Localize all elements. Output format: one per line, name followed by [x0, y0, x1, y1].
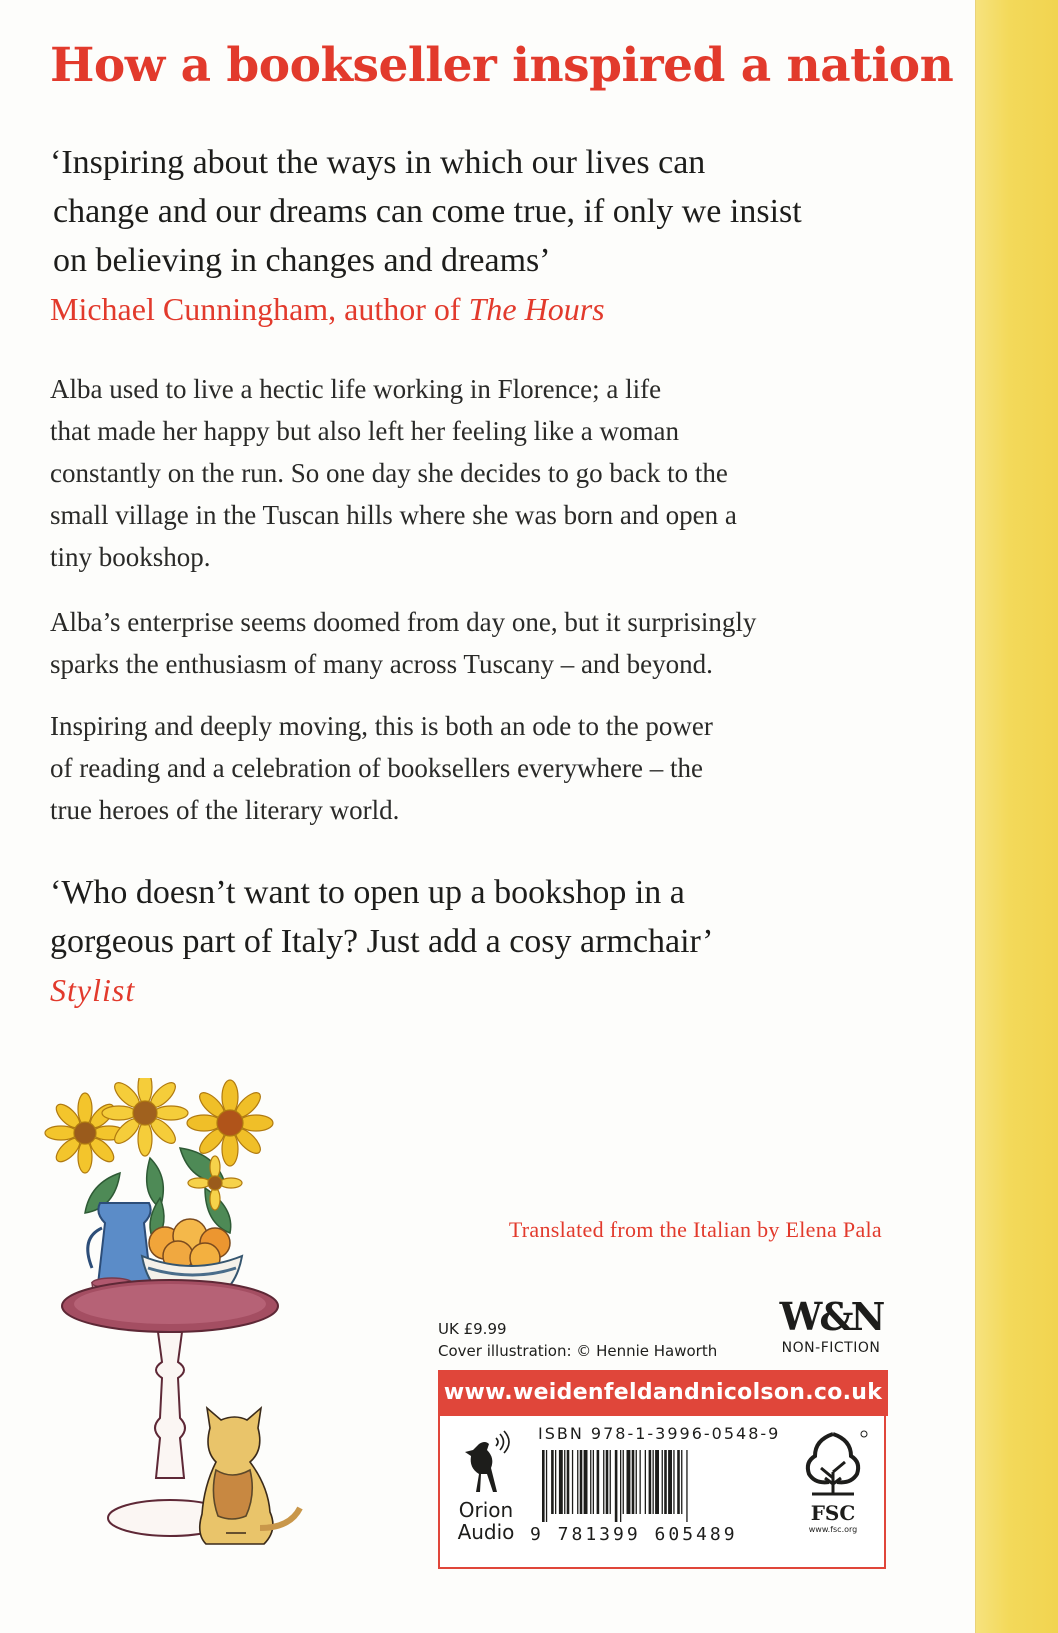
blurb-paragraph-2: [50, 601, 870, 685]
barcode-bar: [640, 1450, 641, 1514]
barcode-bar: [623, 1450, 624, 1514]
barcode-bar: [645, 1450, 646, 1514]
barcode-bar: [584, 1450, 588, 1514]
attribution-title: The Hours: [468, 291, 605, 327]
price: UK £9.99: [438, 1320, 507, 1338]
barcode-bar: [686, 1450, 687, 1522]
blurb-line: sparks the enthusiasm of many across Tuscany – and beyond.: [50, 649, 713, 679]
barcode-bar: [615, 1450, 618, 1522]
barcode-bar: [572, 1450, 573, 1514]
fsc-tree-icon: [798, 1428, 868, 1500]
wn-logo: W&N: [779, 1294, 883, 1339]
ean-digits: 9 781399 605489: [530, 1524, 738, 1545]
barcode-bar: [662, 1450, 663, 1514]
barcode-bar: [551, 1450, 554, 1514]
blurb-paragraph-1: [50, 368, 870, 578]
quote-line: change and our dreams can come true, if only we insist: [53, 193, 802, 230]
barcode-bar: [649, 1450, 652, 1514]
orion-dog-icon: [456, 1430, 516, 1494]
orion-label: Orion: [458, 1498, 514, 1522]
isbn-number: ISBN 978-1-3996-0548-9: [538, 1424, 781, 1443]
barcode-bar: [653, 1450, 654, 1514]
sunflower-illustration: [30, 1078, 320, 1548]
fsc-label: FSC: [810, 1501, 856, 1525]
barcode-bar: [590, 1450, 591, 1514]
translator-credit: Translated from the Italian by Elena Pala: [508, 1217, 882, 1242]
attribution-name: Michael Cunningham, author of: [50, 291, 469, 327]
barcode-bar: [677, 1450, 680, 1514]
barcode-bar: [567, 1450, 570, 1514]
barcode-bar: [603, 1450, 604, 1514]
publisher-logo: [776, 1294, 886, 1356]
blurb-line: Alba used to live a hectic life working in Florence; a life: [50, 374, 662, 404]
fsc-url: www.fsc.org: [808, 1525, 858, 1534]
blurb-line: constantly on the run. So one day she decides to go back to the: [50, 458, 728, 488]
barcode-bar: [593, 1450, 594, 1514]
barcode-bar: [664, 1450, 667, 1514]
orion-audio-logo: [446, 1430, 526, 1543]
barcode-bar: [597, 1450, 600, 1514]
headline: How a bookseller inspired a nation: [50, 38, 954, 93]
barcode-bar: [606, 1450, 609, 1514]
blurb-line: true heroes of the literary world.: [50, 795, 400, 825]
blurb-line: that made her happy but also left her feeling like a woman: [50, 416, 680, 446]
quote-line: gorgeous part of Italy? Just add a cosy armchair’: [50, 923, 714, 960]
barcode-bar: [627, 1450, 631, 1514]
quote-attribution: [50, 285, 910, 333]
price-and-credits: [438, 1318, 717, 1362]
blurb-line: Alba’s enterprise seems doomed from day one, but it surprisingly: [50, 607, 757, 637]
barcode-bar: [559, 1450, 563, 1514]
barcode: [542, 1450, 768, 1522]
audio-label: Audio: [457, 1520, 515, 1544]
barcode-bar: [610, 1450, 611, 1514]
fsc-logo: [788, 1428, 878, 1534]
barcode-bar: [620, 1450, 621, 1522]
book-spine: [975, 0, 1058, 1633]
quote-line: ‘Who doesn’t want to open up a bookshop in a: [50, 874, 685, 911]
barcode-bar: [580, 1450, 583, 1514]
cover-credit: Cover illustration: © Hennie Haworth: [438, 1342, 718, 1360]
barcode-bar: [542, 1450, 545, 1522]
blurb-paragraph-3: [50, 705, 870, 831]
barcode-bar: [673, 1450, 674, 1514]
blurb-line: of reading and a celebration of booksellers everywhere – the: [50, 753, 703, 783]
quote-stylist: [50, 868, 910, 1015]
blurb-line: Inspiring and deeply moving, this is both an ode to the power: [50, 711, 713, 741]
quote-cunningham: [50, 138, 910, 333]
quote-source: Stylist: [50, 972, 136, 1008]
barcode-bar: [668, 1450, 672, 1514]
barcode-panel: [438, 1416, 886, 1569]
blurb-line: small village in the Tuscan hills where she was born and open a: [50, 500, 737, 530]
blurb-line: tiny bookshop.: [50, 542, 211, 572]
barcode-bar: [681, 1450, 682, 1514]
quote-line: on believing in changes and dreams’: [53, 242, 551, 279]
barcode-bar: [546, 1450, 547, 1522]
barcode-bar: [636, 1450, 637, 1514]
category-label: NON-FICTION: [781, 1340, 881, 1356]
barcode-bar: [632, 1450, 635, 1514]
quote-line: ‘Inspiring about the ways in which our lives can: [50, 144, 706, 181]
barcode-bar: [655, 1450, 659, 1514]
barcode-bar: [564, 1450, 565, 1514]
publisher-url[interactable]: www.weidenfeldandnicolson.co.uk: [438, 1370, 888, 1416]
barcode-bar: [555, 1450, 556, 1514]
barcode-bar: [577, 1450, 578, 1514]
